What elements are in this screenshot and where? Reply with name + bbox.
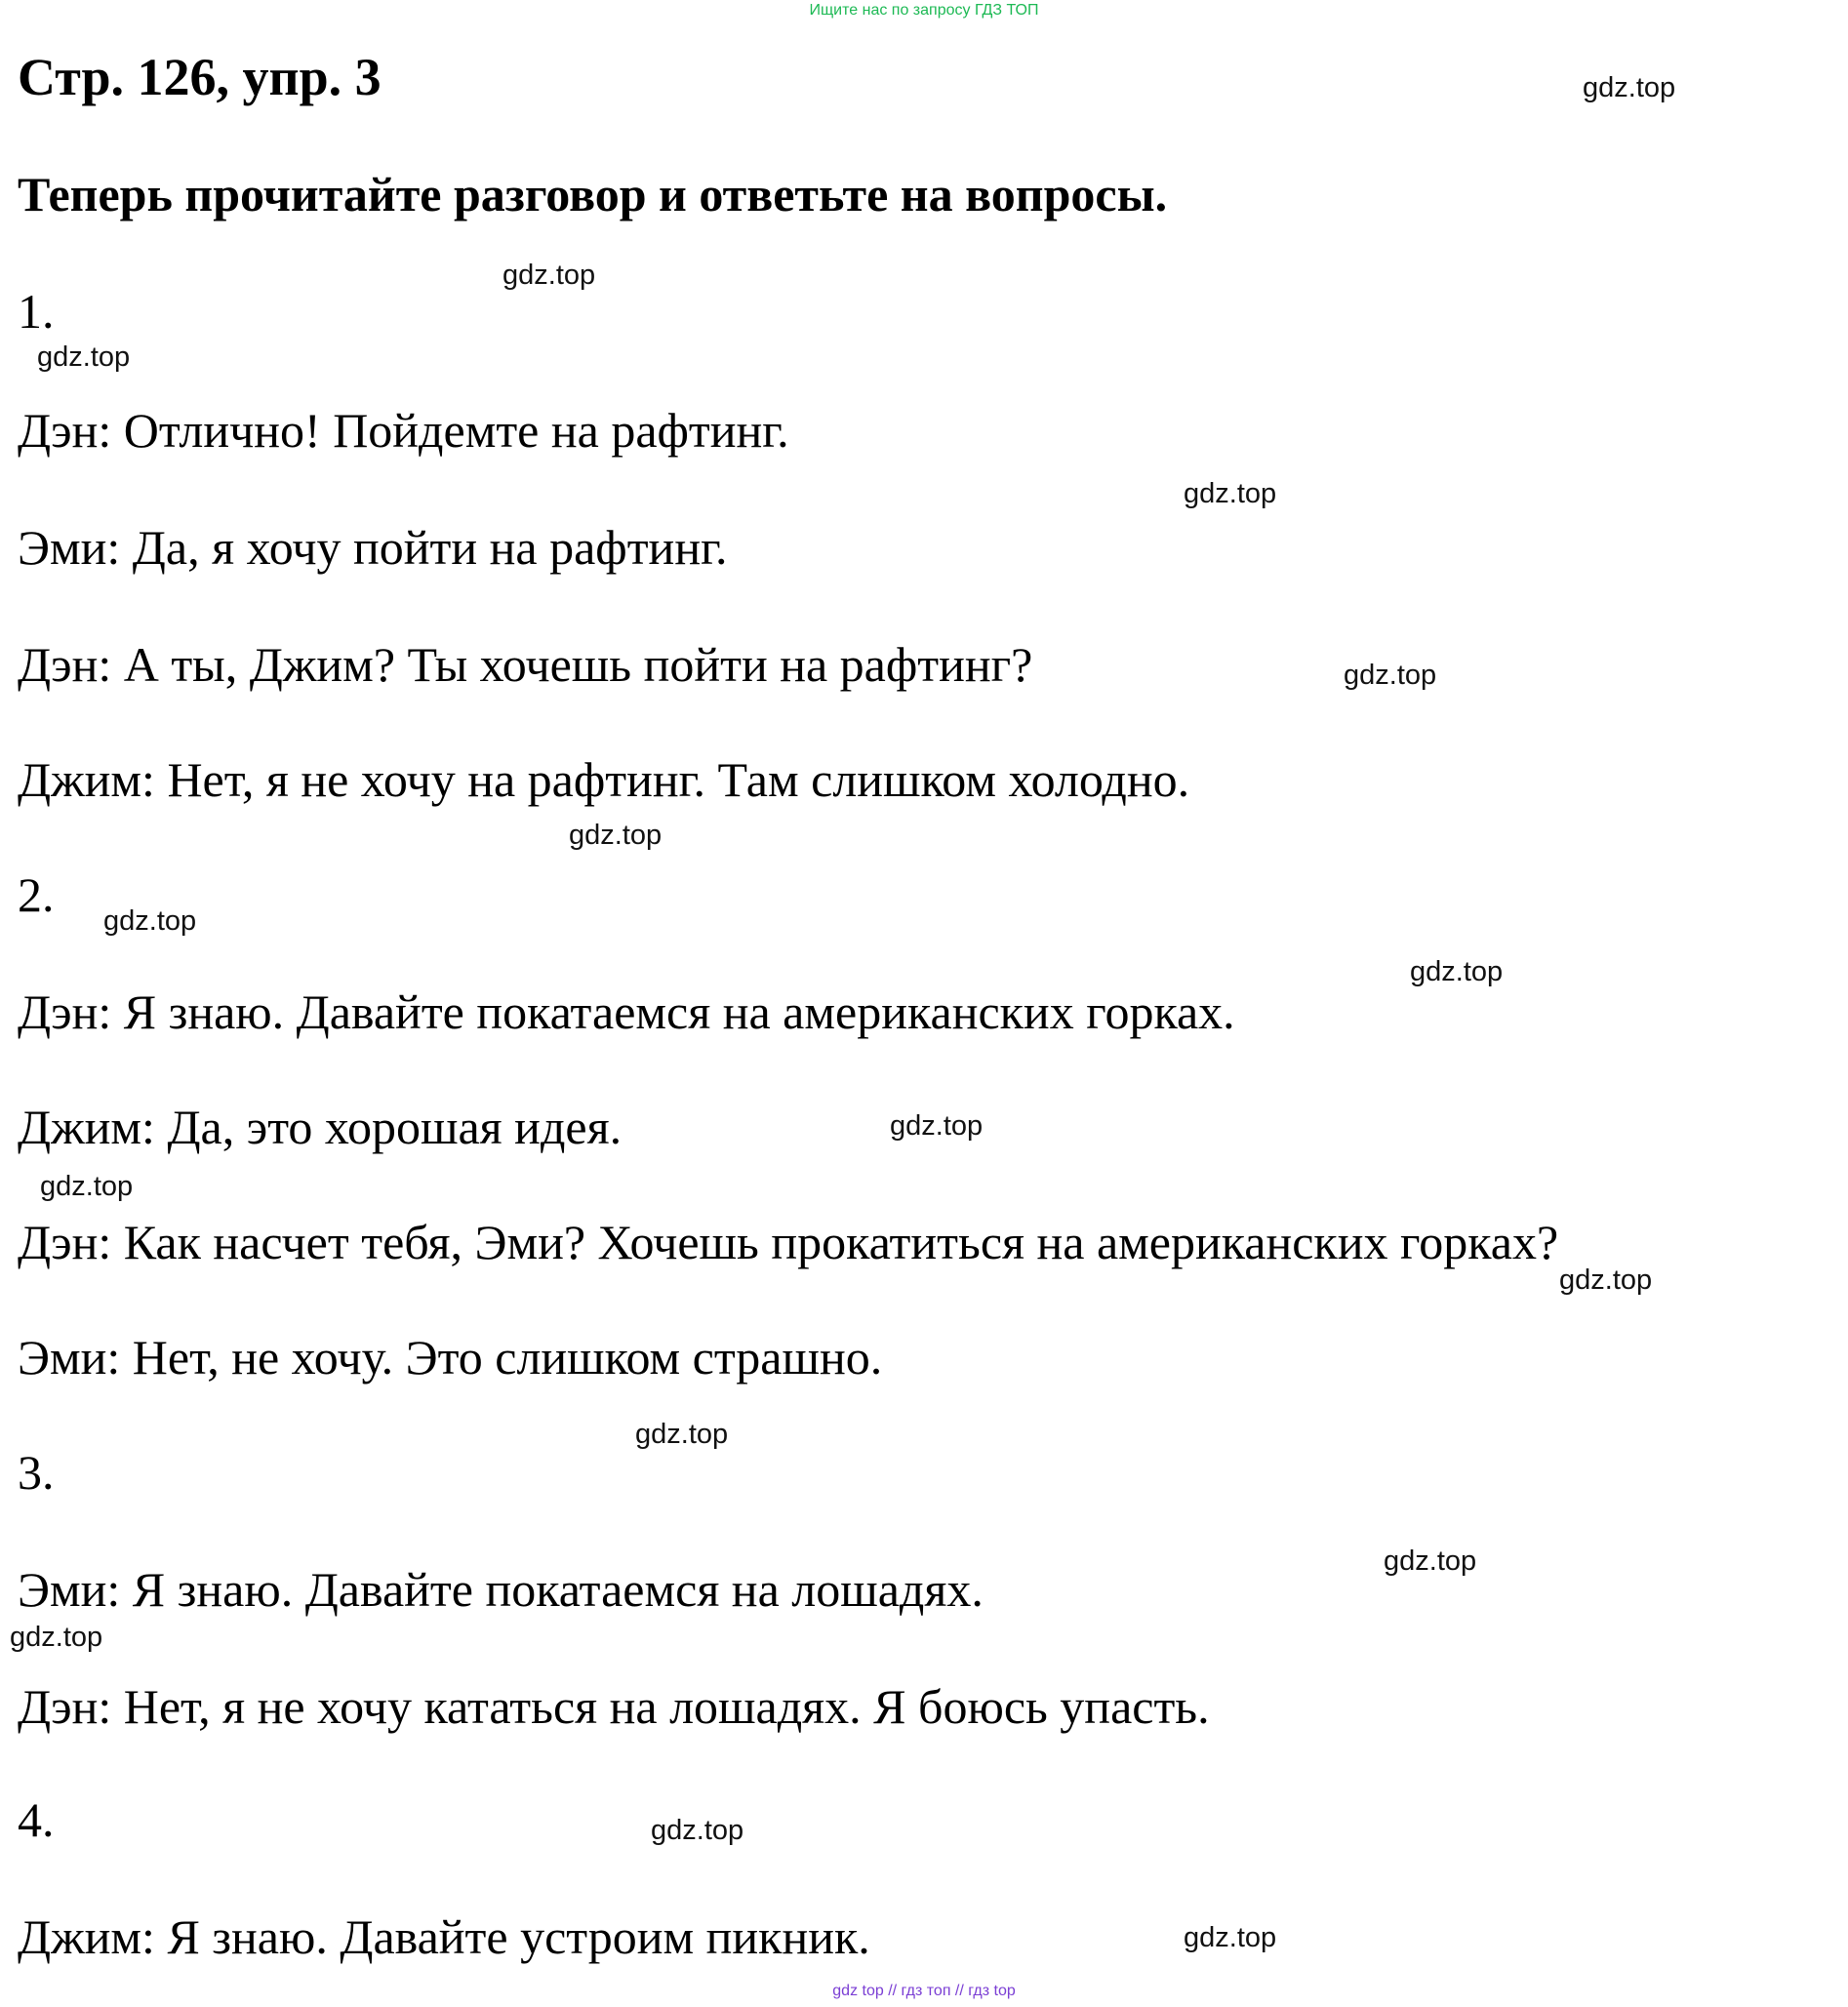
top-banner: Ищите нас по запросу ГДЗ ТОП bbox=[809, 2, 1039, 19]
watermark: gdz.top bbox=[1384, 1545, 1477, 1577]
page-title: Стр. 126, упр. 3 bbox=[18, 48, 382, 106]
section-number-3: 3. bbox=[18, 1445, 55, 1500]
dialogue-line: Джим: Да, это хорошая идея. bbox=[18, 1100, 623, 1154]
watermark: gdz.top bbox=[890, 1110, 984, 1142]
watermark: gdz.top bbox=[502, 260, 596, 291]
watermark: gdz.top bbox=[1184, 1922, 1277, 1953]
bottom-banner: gdz top // гдз топ // гдз top bbox=[832, 1983, 1016, 1999]
section-number-4: 4. bbox=[18, 1792, 55, 1847]
watermark: gdz.top bbox=[37, 341, 131, 373]
section-number-2: 2. bbox=[18, 867, 55, 922]
dialogue-line: Дэн: Отлично! Пойдемте на рафтинг. bbox=[18, 403, 789, 458]
dialogue-line: Джим: Я знаю. Давайте устроим пикник. bbox=[18, 1909, 870, 1964]
watermark: gdz.top bbox=[651, 1815, 744, 1846]
watermark: gdz.top bbox=[10, 1622, 103, 1653]
watermark: gdz.top bbox=[1559, 1264, 1653, 1296]
watermark: gdz.top bbox=[1344, 660, 1437, 691]
dialogue-line: Эми: Нет, не хочу. Это слишком страшно. bbox=[18, 1330, 883, 1385]
watermark: gdz.top bbox=[1410, 956, 1504, 987]
dialogue-line: Эми: Да, я хочу пойти на рафтинг. bbox=[18, 520, 728, 575]
watermark: gdz.top bbox=[103, 905, 197, 937]
watermark: gdz.top bbox=[1583, 72, 1676, 103]
dialogue-line: Эми: Я знаю. Давайте покатаемся на лошадях. bbox=[18, 1562, 984, 1617]
dialogue-line: Дэн: Я знаю. Давайте покатаемся на американских горках. bbox=[18, 984, 1235, 1039]
watermark: gdz.top bbox=[635, 1419, 729, 1450]
section-number-1: 1. bbox=[18, 284, 55, 339]
dialogue-line: Дэн: Нет, я не хочу кататься на лошадях. Я боюсь упасть. bbox=[18, 1679, 1210, 1734]
dialogue-line: Дэн: А ты, Джим? Ты хочешь пойти на рафтинг? bbox=[18, 637, 1033, 692]
dialogue-line: Дэн: Как насчет тебя, Эми? Хочешь прокатиться на американских горках? bbox=[18, 1215, 1559, 1269]
task-instruction: Теперь прочитайте разговор и ответьте на вопросы. bbox=[18, 167, 1168, 221]
watermark: gdz.top bbox=[569, 820, 663, 851]
watermark: gdz.top bbox=[1184, 478, 1277, 509]
watermark: gdz.top bbox=[40, 1171, 134, 1202]
dialogue-line: Джим: Нет, я не хочу на рафтинг. Там слишком холодно. bbox=[18, 752, 1190, 807]
